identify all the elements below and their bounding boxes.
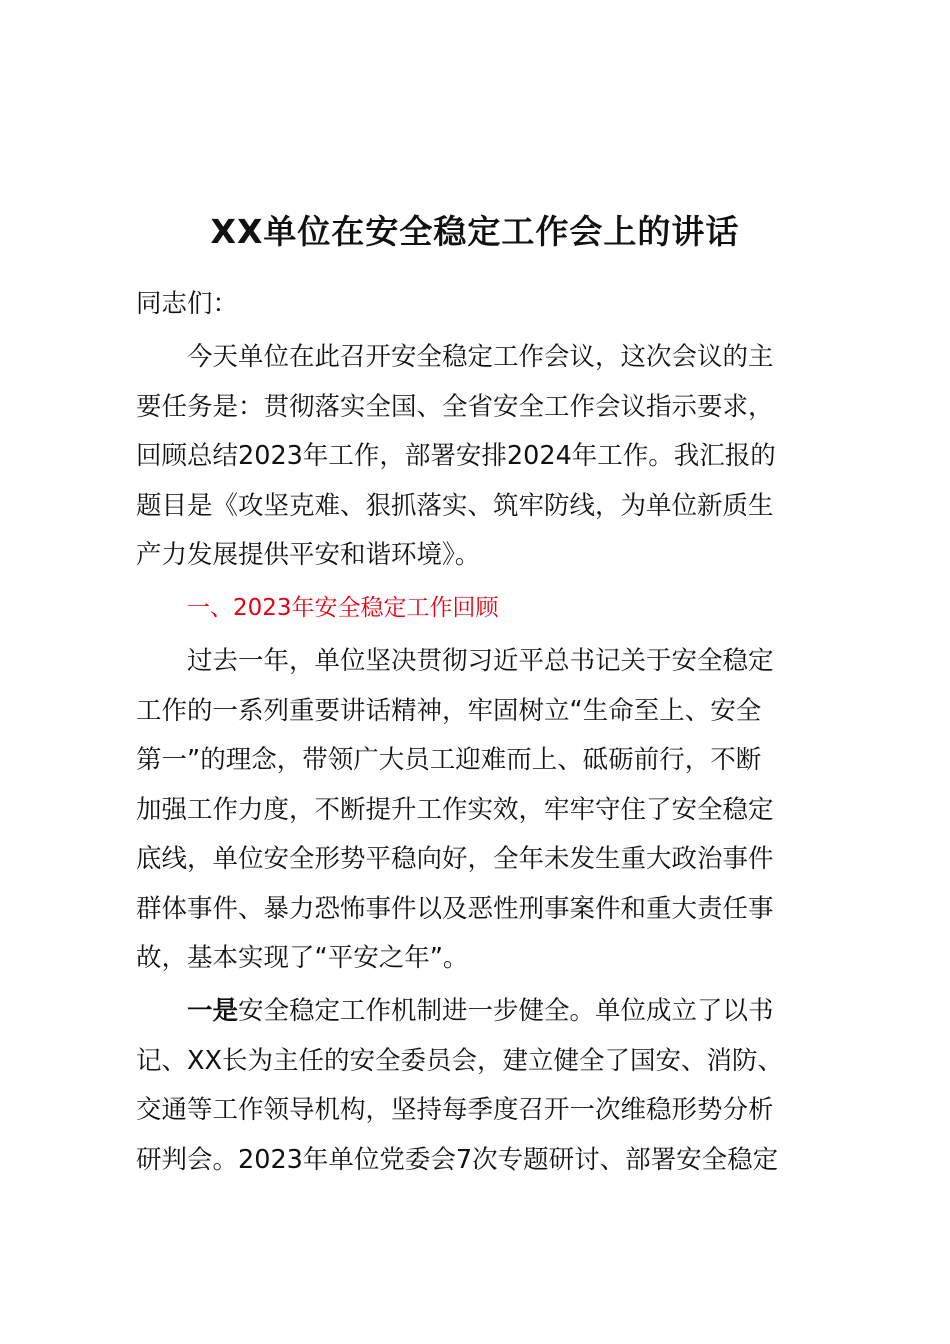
paragraph-intro — [136, 333, 836, 581]
paragraph-line: 今天单位在此召开安全稳定工作会议，这次会议的主 — [187, 342, 774, 373]
paragraph-point-one — [136, 987, 836, 1185]
section-heading: 一、2023年安全稳定工作回顾 — [187, 595, 499, 622]
paragraph-line: 交通等工作领导机构，坚持每季度召开一次维稳形势分析 — [136, 1095, 774, 1126]
paragraph-line: 记、XX长为主任的安全委员会，建立健全了国安、消防、 — [136, 1045, 783, 1076]
document-title: XX单位在安全稳定工作会上的讲话 — [210, 212, 740, 251]
paragraph-line: 要任务是：贯彻落实全国、全省安全工作会议指示要求， — [136, 391, 774, 422]
paragraph-line: 故，基本实现了“平安之年”。 — [136, 943, 469, 974]
paragraph-line: 产力发展提供平安和谐环境》。 — [136, 540, 481, 571]
paragraph-line: 过去一年，单位坚决贯彻习近平总书记关于安全稳定 — [187, 646, 774, 677]
paragraph-review — [136, 637, 836, 984]
paragraph-line: 工作的一系列重要讲话精神，牢固树立“生命至上、安全 — [136, 695, 762, 726]
paragraph-line: 题目是《攻坚克难、狠抓落实、筑牢防线，为单位新质生 — [136, 490, 774, 521]
paragraph-line: 加强工作力度，不断提升工作实效，牢牢守住了安全稳定 — [136, 794, 774, 825]
paragraph-line — [136, 987, 836, 1037]
salutation: 同志们： — [136, 289, 239, 319]
paragraph-line: 群体事件、暴力恐怖事件以及恶性刑事案件和重大责任事 — [136, 893, 774, 924]
section-heading-wrapper — [136, 584, 836, 634]
document-body — [136, 280, 836, 1185]
paragraph-line: 底线，单位安全形势平稳向好，全年未发生重大政治事件 — [136, 844, 774, 875]
paragraph-line: 研判会。2023年单位党委会7次专题研讨、部署安全稳定 — [136, 1144, 779, 1175]
point-lead: 一是 — [187, 996, 239, 1027]
paragraph-line: 回顾总结2023年工作，部署安排2024年工作。我汇报的 — [136, 441, 776, 472]
paragraph-line: 第一”的理念，带领广大员工迎难而上、砥砺前行，不断 — [136, 745, 762, 776]
point-text: 安全稳定工作机制进一步健全。单位成立了以书 — [238, 996, 774, 1027]
